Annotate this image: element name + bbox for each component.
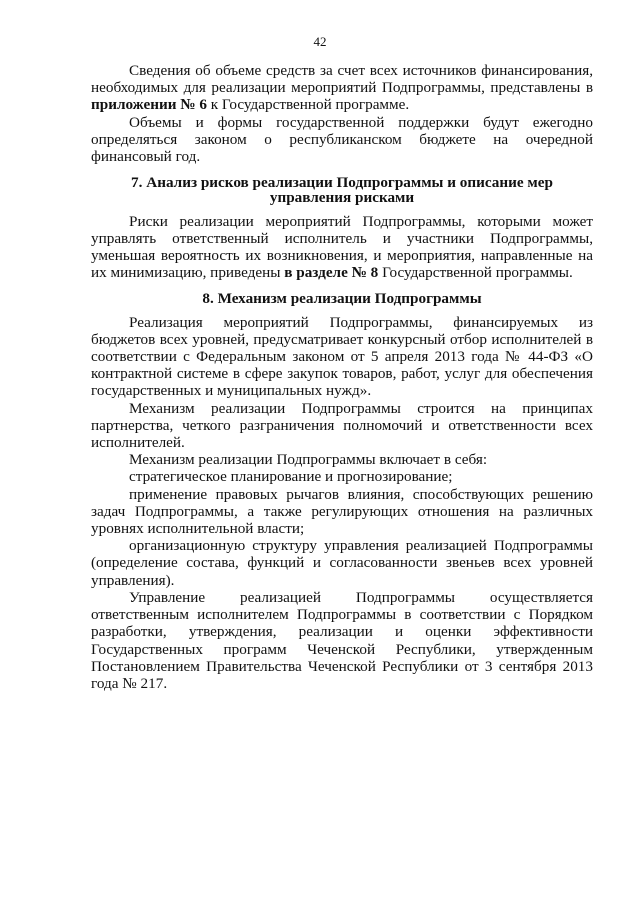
paragraph-text: Сведения об объеме средств за счет всех источников финансирования, необходимых для реализации мероприятий Подпрограммы, представлены в xyxy=(91,62,593,97)
page-content xyxy=(91,62,593,692)
paragraph-mechanism: Реализация мероприятий Подпрограммы, финансируемых из бюджетов всех уровней, предусматривает конкурсный отбор исполнителей в соответствии с Федеральным законом от 5 апреля 2013 года № 44-ФЗ «О контрактной системе в сфере закупок товаров, работ, услуг для обеспечения государственных и муниципальных нужд». xyxy=(91,313,593,400)
paragraph-mechanism: применение правовых рычагов влияния, способствующих решению задач Подпрограммы, а также регулирующих отношения на различных уровнях исполнительной власти; xyxy=(91,485,593,538)
paragraph-mechanism: организационную структуру управления реализацией Подпрограммы (определение состава, функций и согласованности звеньев всех уровней управления). xyxy=(91,537,593,589)
section-8-heading: 8. Механизм реализации Подпрограммы xyxy=(202,290,482,308)
paragraph-funding-info xyxy=(91,62,593,114)
page-number: 42 xyxy=(313,34,327,49)
section-7-heading: 7. Анализ рисков реализации Подпрограммы и описание мер управления рисками xyxy=(131,174,553,207)
appendix-reference: приложении № 6 xyxy=(91,96,207,114)
paragraph-text: Риски реализации мероприятий Подпрограммы, которыми может управлять ответственный исполнитель и участники Подпрограммы, уменьшая вероятность их возникновения, и мероприятия, направленные на их минимизацию, приведены xyxy=(91,212,593,282)
paragraph-text: Государственной программы. xyxy=(378,264,573,282)
paragraph-mechanism: Управление реализацией Подпрограммы осуществляется ответственным исполнителем Подпрограммы в соответствии с Порядком разработки, утверждения, реализации и оценки эффективности Государственных программ Чеченской Республики, утвержденным Постановлением Правительства Чеченской Республики от 3 сентября 2013 года № 217. xyxy=(91,588,593,692)
paragraph-state-support: Объемы и формы государственной поддержки будут ежегодно определяться законом о республиканском бюджете на очередной финансовый год. xyxy=(91,113,593,166)
paragraph-mechanism: Механизм реализации Подпрограммы включает в себя: xyxy=(129,451,488,469)
paragraph-risks xyxy=(91,213,593,282)
paragraph-mechanism: Механизм реализации Подпрограммы строится на принципах партнерства, четкого разграничения полномочий и ответственности всех исполнителей. xyxy=(91,399,593,452)
section-reference: в разделе № 8 xyxy=(284,264,379,282)
paragraph-text: к Государственной программе. xyxy=(206,96,410,114)
paragraph-mechanism: стратегическое планирование и прогнозирование; xyxy=(129,468,453,486)
